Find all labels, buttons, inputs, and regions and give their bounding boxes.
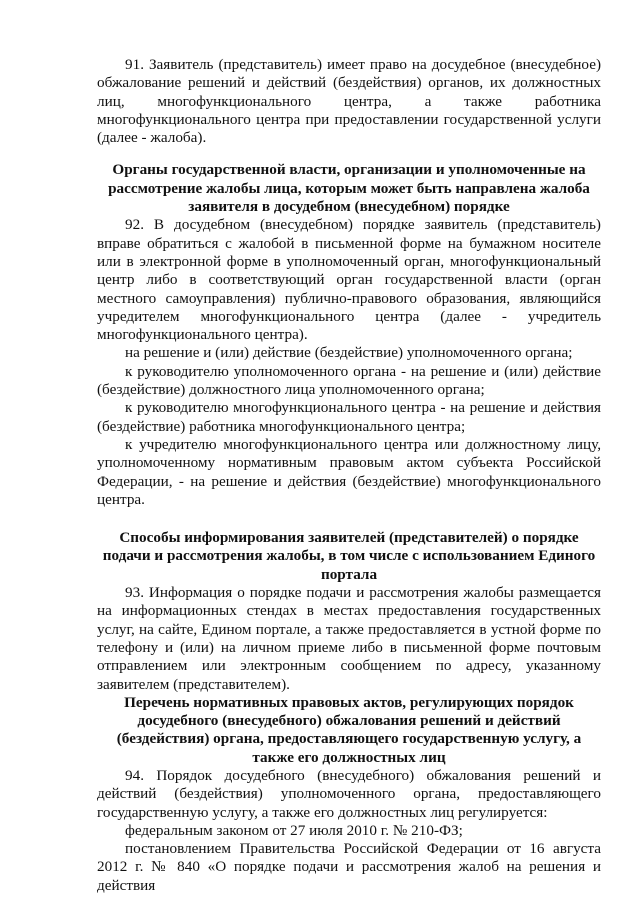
paragraph-92-item-c: к руководителю многофункционального центра - на решение и действия (бездействие) работника многофункционального центра; [97, 399, 601, 435]
paragraph-94-item-b: постановлением Правительства Российской Федерации от 16 августа 2012 г. № 840 «О порядке подачи и рассмотрения жалоб на решения и действия [97, 840, 601, 894]
paragraph-92: 92. В досудебном (внесудебном) порядке заявитель (представитель) вправе обратиться с жалобой в письменной форме на бумажном носителе или в электронной форме в уполномоченный орган, многофункциональный центр либо в соответствующий орган государственной власти (орган местного самоуправления) публично-правового образования, являющийся учредителем многофункционального центра (далее - учредитель многофункционального центра). [97, 216, 601, 344]
heading-legal-acts: Перечень нормативных правовых актов, регулирующих порядок досудебного (внесудебного) обжалования решений и действий (бездействия) органа, предоставляющего государственную услугу, а также его должностных лиц [116, 693, 582, 766]
paragraph-94-item-a: федеральным законом от 27 июля 2010 г. № 210-ФЗ; [125, 821, 463, 839]
document-page [97, 56, 601, 895]
heading-information-methods: Способы информирования заявителей (представителей) о порядке подачи и рассмотрения жалобы, в том числе с использованием Единого портала [102, 529, 596, 583]
heading-complaint-bodies: Органы государственной власти, организации и уполномоченные на рассмотрение жалобы лица, которым может быть направлена жалоба заявителя в досудебном (внесудебном) порядке [108, 161, 590, 216]
paragraph-94: 94. Порядок досудебного (внесудебного) обжалования решений и действий (бездействия) уполномоченного органа, предоставляющего государственную услугу, а также его должностных лиц регулируется: [97, 766, 601, 821]
paragraph-93: 93. Информация о порядке подачи и рассмотрения жалобы размещается на информационных стендах в местах предоставления государственных услуг, на сайте, Едином портале, а также предоставляется в устной форме по телефону и (или) на личном приеме либо в письменной форме почтовым отправлением или электронным сообщением по адресу, указанному заявителем (представителем). [97, 584, 601, 693]
paragraph-91: 91. Заявитель (представитель) имеет право на досудебное (внесудебное) обжалование решений и действий (бездействия) органов, их должностных лиц, многофункционального центра, а также работника многофункционального центра при предоставлении государственной услуги (далее - жалоба). [97, 56, 601, 147]
paragraph-92-item-d: к учредителю многофункционального центра или должностному лицу, уполномоченному нормативным правовым актом субъекта Российской Федерации, - на решение и действия (бездействие) многофункционального центра. [97, 435, 601, 508]
paragraph-92-item-b: к руководителю уполномоченного органа - на решение и (или) действие (бездействие) должностного лица уполномоченного органа; [97, 362, 601, 399]
paragraph-92-item-a: на решение и (или) действие (бездействие) уполномоченного органа; [125, 344, 573, 362]
